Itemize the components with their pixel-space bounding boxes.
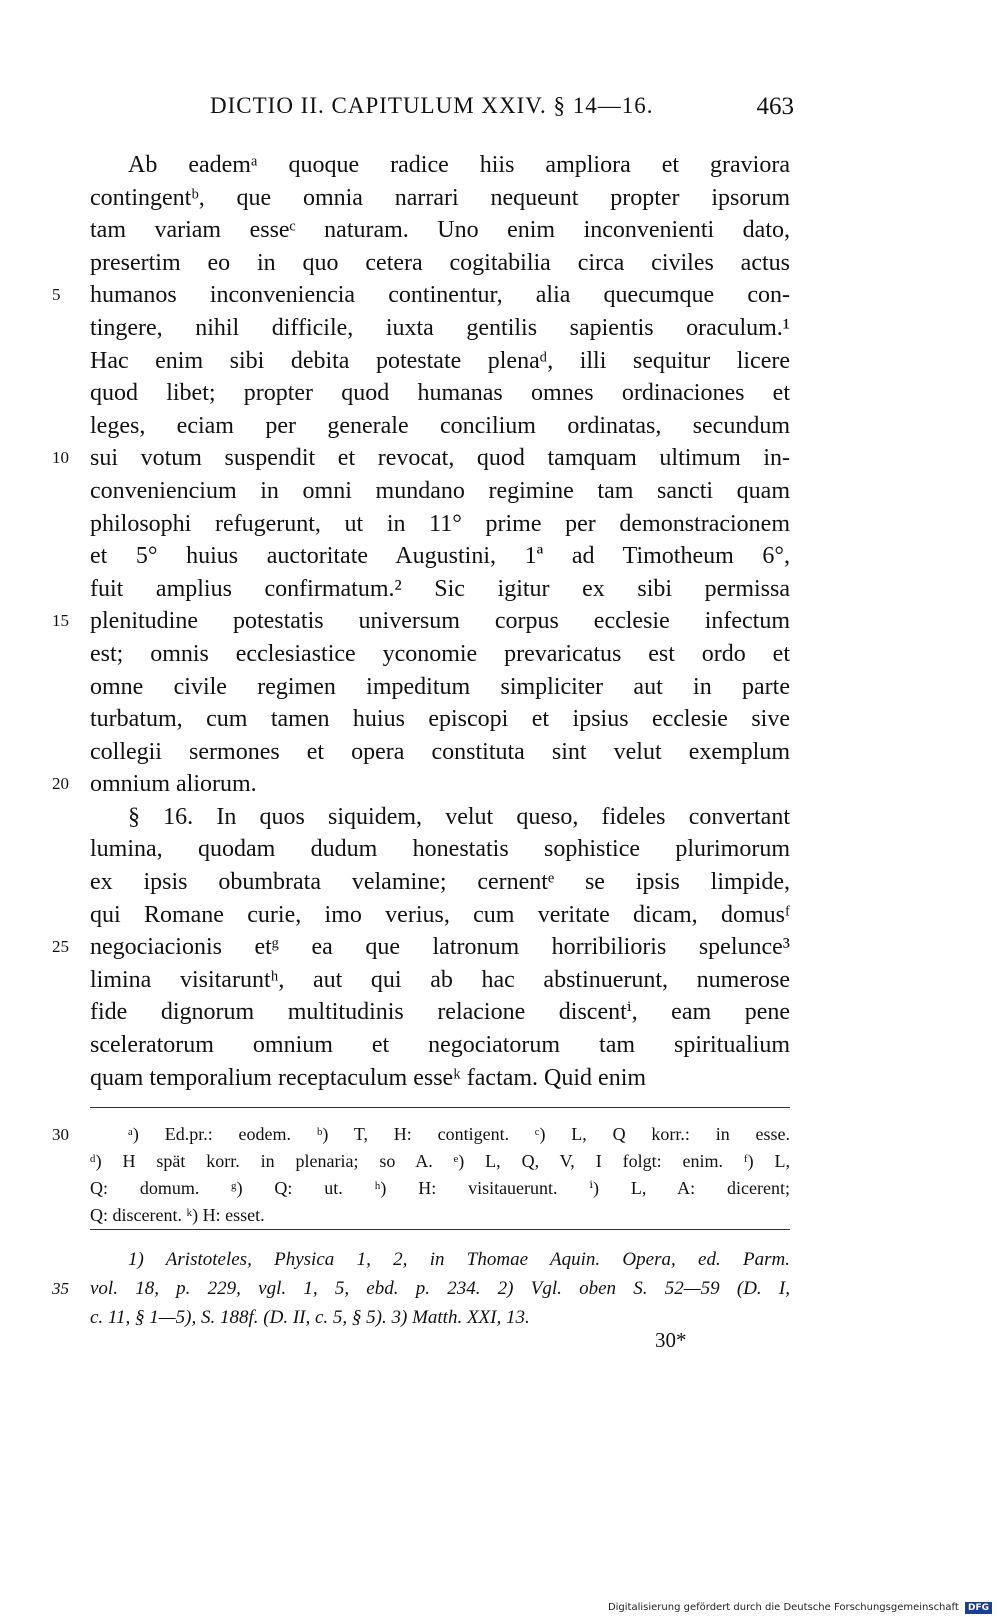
main-text-line-text: contingentᵇ, que omnia narrari nequeunt propter ipsorum (90, 184, 790, 211)
main-text-line (90, 801, 790, 834)
line-number: 20 (52, 774, 69, 794)
main-text-line-text: presertim eo in quo cetera cogitabilia circa civiles actus (90, 249, 790, 276)
footnote-line-text: 1) Aristoteles, Physica 1, 2, in Thomae Aquin. Opera, ed. Parm. (128, 1249, 790, 1270)
main-text-line (52, 279, 790, 312)
main-text-line (90, 377, 790, 410)
main-text-line (90, 508, 790, 541)
main-text-line-text: tingere, nihil difficile, iuxta gentilis sapientis oraculum.¹ (90, 314, 790, 341)
main-text-line (90, 345, 790, 378)
line-number: 35 (52, 1279, 69, 1298)
main-text-line-text: philosophi refugerunt, ut in 11° prime per demonstracionem (90, 510, 790, 537)
main-text-line (90, 899, 790, 932)
main-text-line-text: sceleratorum omnium et negociatorum tam spiritualium (90, 1032, 790, 1059)
main-text-line-text: limina visitaruntʰ, aut qui ab hac abstinuerunt, numerose (90, 966, 790, 993)
main-text-line (90, 996, 790, 1029)
line-number: 25 (52, 937, 69, 957)
main-text-line-text: est; omnis ecclesiastice yconomie prevaricatus est ordo et (90, 640, 790, 667)
main-text-line (90, 703, 790, 736)
main-text-line (90, 833, 790, 866)
footnote-line-text: c. 11, § 1—5), S. 188f. (D. II, c. 5, § 5). 3) Matth. XXI, 13. (90, 1307, 530, 1328)
signature-mark: 30* (655, 1328, 687, 1352)
main-text-line (90, 247, 790, 280)
main-text-line-text: sui votum suspendit et revocat, quod tamquam ultimum in- (90, 445, 790, 472)
main-text-line (52, 768, 790, 801)
main-text-line (90, 671, 790, 704)
footnote-line-text: vol. 18, p. 229, vgl. 1, 5, ebd. p. 234. 2) Vgl. oben S. 52—59 (D. I, (90, 1278, 790, 1299)
main-text-line-text: et 5° huius auctoritate Augustini, 1ª ad Timotheum 6°, (90, 543, 790, 570)
main-text-line (90, 1029, 790, 1062)
main-text-line-text: plenitudine potestatis universum corpus ecclesie infectum (90, 608, 790, 635)
footnote-line (90, 1245, 790, 1274)
main-text-line-text: Ab eademᵃ quoque radice hiis ampliora et graviora (128, 152, 790, 178)
line-number: 5 (52, 285, 61, 305)
main-text-line-text: qui Romane curie, imo verius, cum veritate dicam, domusᶠ (90, 901, 790, 928)
page-number: 463 (756, 93, 794, 120)
line-number: 30 (52, 1125, 69, 1144)
apparatus-line-text: ᵈ) H spät korr. in plenaria; so A. ᵉ) L, Q, V, I folgt: enim. ᶠ) L, (90, 1151, 790, 1171)
main-text-line-text: ex ipsis obumbrata velamine; cernentᵉ se ipsis limpide, (90, 869, 790, 896)
main-text-line (90, 410, 790, 443)
dfg-logo: DFG (965, 1602, 992, 1614)
main-text-line (90, 149, 790, 182)
apparatus-line-text: Q: domum. ᵍ) Q: ut. ʰ) H: visitauerunt. ⁱ) L, A: dicerent; (90, 1178, 790, 1198)
apparatus-line (90, 1175, 790, 1202)
main-text-line (52, 931, 790, 964)
apparatus-line (90, 1148, 790, 1175)
main-text-line-text: Hac enim sibi debita potestate plenaᵈ, illi sequitur licere (90, 347, 790, 374)
main-text-line (90, 312, 790, 345)
apparatus-rule (90, 1107, 790, 1108)
main-text-line (52, 442, 790, 475)
main-text-line-text: quod libet; propter quod humanas omnes ordinaciones et (90, 380, 790, 407)
line-number: 15 (52, 611, 69, 631)
main-text-line-text: quam temporalium receptaculum esseᵏ factam. Quid enim (90, 1064, 647, 1091)
main-text-line-text: fide dignorum multitudinis relacione discentⁱ, eam pene (90, 999, 790, 1026)
footnote-line (52, 1274, 790, 1303)
main-text-line-text: collegii sermones et opera constituta sint velut exemplum (90, 738, 790, 765)
main-text-line-text: humanos inconveniencia continentur, alia quecumque con- (90, 282, 790, 309)
main-text-line (90, 736, 790, 769)
apparatus-line-text: ᵃ) Ed.pr.: eodem. ᵇ) T, H: contigent. ᶜ) L, Q korr.: in esse. (128, 1124, 790, 1144)
main-text-line-text: negociacionis etᵍ ea que latronum horribilioris spelunce³ (90, 934, 790, 961)
main-text-line-text: omne civile regimen impeditum simpliciter aut in parte (90, 673, 790, 700)
main-text-line (90, 475, 790, 508)
footnote-rule (90, 1229, 790, 1230)
main-text-line-text: fuit amplius confirmatum.² Sic igitur ex sibi permissa (90, 575, 790, 602)
apparatus-line (90, 1202, 790, 1229)
main-text-line (90, 182, 790, 215)
line-number: 10 (52, 448, 69, 468)
main-text-line-text: turbatum, cum tamen huius episcopi et ipsius ecclesie sive (90, 706, 790, 733)
main-text-line-text: omnium aliorum. (90, 771, 257, 798)
main-text-line (90, 573, 790, 606)
main-text-line (90, 866, 790, 899)
main-text-line-text: tam variam esseᶜ naturam. Uno enim inconvenienti dato, (90, 217, 790, 244)
digitization-text: Digitalisierung gefördert durch die Deutsche Forschungsgemeinschaft (607, 1602, 959, 1613)
running-header: DICTIO II. CAPITULUM XXIV. § 14—16. (210, 93, 654, 118)
main-text-line (52, 605, 790, 638)
critical-apparatus (52, 1121, 790, 1229)
main-text-line (90, 214, 790, 247)
footnotes (52, 1245, 790, 1332)
apparatus-line (52, 1121, 790, 1148)
digitization-credit (608, 1602, 992, 1614)
main-text-line-text: lumina, quodam dudum honestatis sophistice plurimorum (90, 836, 790, 863)
main-text-line-text: conveniencium in omni mundano regimine tam sancti quam (90, 477, 790, 504)
main-text-line-text: leges, eciam per generale concilium ordinatas, secundum (90, 412, 790, 439)
main-text-line (90, 964, 790, 997)
main-text-line (90, 540, 790, 573)
apparatus-line-text: Q: discerent. ᵏ) H: esset. (90, 1205, 265, 1225)
main-text-line (90, 638, 790, 671)
main-text-line-text: § 16. In quos siquidem, velut queso, fideles convertant (128, 803, 790, 830)
main-text-line (90, 1062, 790, 1095)
main-text (52, 149, 790, 1094)
